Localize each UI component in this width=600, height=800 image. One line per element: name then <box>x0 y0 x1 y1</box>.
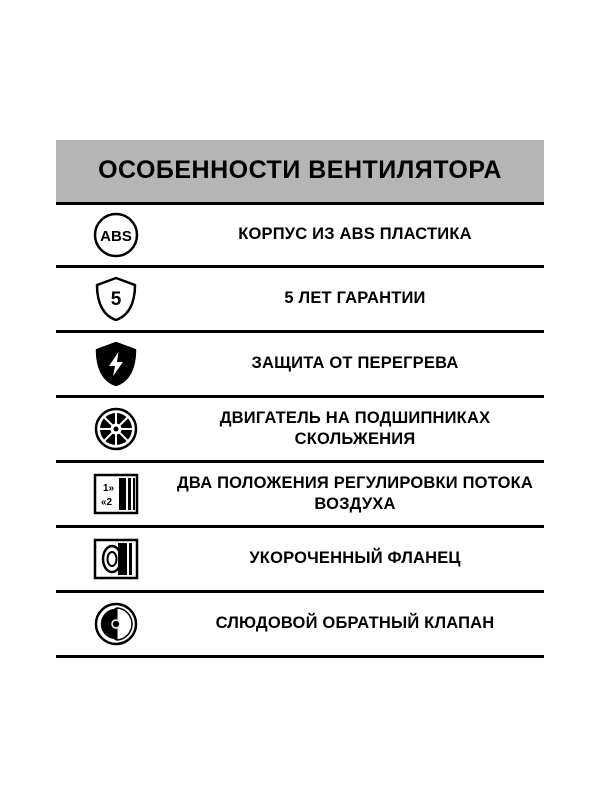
label-cell <box>176 398 544 460</box>
label-cell <box>176 268 544 330</box>
shield-five-years-icon <box>90 274 142 324</box>
feature-label: УКОРОЧЕННЫЙ ФЛАНЕЦ <box>249 549 461 568</box>
shield-bolt-icon <box>90 339 142 389</box>
label-cell <box>176 528 544 590</box>
bearing-motor-icon <box>90 404 142 454</box>
feature-row <box>56 205 544 268</box>
feature-label: СЛЮДОВОЙ ОБРАТНЫЙ КЛАПАН <box>215 614 495 633</box>
short-flange-icon <box>88 534 144 584</box>
feature-row <box>56 268 544 333</box>
label-cell <box>176 463 544 525</box>
icon-cell <box>56 528 176 590</box>
abs-circle-icon <box>86 211 146 259</box>
svg-text:5: 5 <box>110 289 122 310</box>
feature-row <box>56 528 544 593</box>
panel-header <box>56 140 544 205</box>
feature-label: КОРПУС ИЗ ABS ПЛАСТИКА <box>238 225 472 244</box>
feature-label: ДВИГАТЕЛЬ НА ПОДШИПНИКАХ СКОЛЬЖЕНИЯ <box>219 408 491 448</box>
two-speed-airflow-icon <box>88 469 144 519</box>
feature-row <box>56 333 544 398</box>
feature-row <box>56 398 544 463</box>
icon-cell <box>56 268 176 330</box>
mica-check-valve-icon <box>90 599 142 649</box>
page-title: ОСОБЕННОСТИ ВЕНТИЛЯТОРА <box>98 156 502 185</box>
feature-label: ЗАЩИТА ОТ ПЕРЕГРЕВА <box>251 354 459 373</box>
features-panel <box>56 140 544 658</box>
feature-row <box>56 463 544 528</box>
icon-cell <box>56 333 176 395</box>
label-cell <box>176 205 544 265</box>
svg-text:ABS: ABS <box>100 228 132 245</box>
icon-cell <box>56 398 176 460</box>
label-cell <box>176 593 544 655</box>
icon-cell <box>56 205 176 265</box>
icon-cell <box>56 463 176 525</box>
feature-label: 5 ЛЕТ ГАРАНТИИ <box>284 289 426 308</box>
feature-label: ДВА ПОЛОЖЕНИЯ РЕГУЛИРОВКИ ПОТОКА ВОЗДУХА <box>176 473 534 513</box>
icon-cell <box>56 593 176 655</box>
svg-text:1»: 1» <box>103 483 115 494</box>
feature-row <box>56 593 544 658</box>
label-cell <box>176 333 544 395</box>
svg-text:«2: «2 <box>101 497 113 508</box>
